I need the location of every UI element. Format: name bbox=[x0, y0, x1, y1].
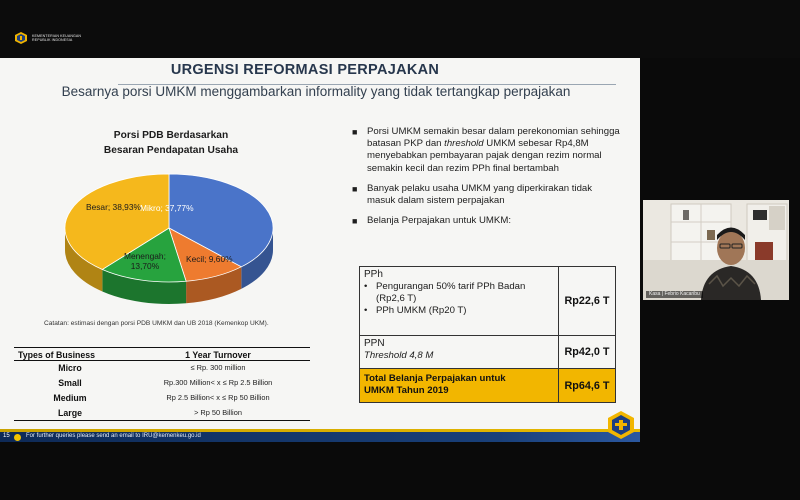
ministry-name: KEMENTERIAN KEUANGAN bbox=[32, 33, 82, 38]
ppn-threshold: Threshold 4,8 M bbox=[364, 350, 434, 361]
business-turnover: > Rp 50 Billion bbox=[194, 408, 242, 417]
chart-title-line2: Besaran Pendapatan Usaha bbox=[103, 145, 239, 156]
pie-label-kecil: Kecil; 9,60% bbox=[186, 254, 233, 264]
list-item bbox=[352, 183, 622, 207]
chart-title bbox=[76, 128, 266, 158]
presentation-slide bbox=[0, 58, 640, 442]
table-row bbox=[14, 361, 310, 376]
total-label-line1: Total Belanja Perpajakan untuk bbox=[364, 373, 506, 384]
slide-title: URGENSI REFORMASI PERPAJAKAN bbox=[170, 62, 440, 78]
pph-heading: PPh bbox=[364, 269, 383, 280]
bullet-list bbox=[352, 126, 622, 235]
bullet-text: Banyak pelaku usaha UMKM yang diperkirakan tidak masuk dalam sistem perpajakan bbox=[367, 182, 593, 207]
table-row bbox=[14, 406, 310, 421]
list-item bbox=[364, 281, 554, 305]
chart-title-line1: Porsi PDB Berdasarkan bbox=[113, 130, 229, 141]
bullet-text: Porsi UMKM semakin besar dalam perekonomian sehingga batasan PKP dan threshold UMKM sebesar Rp4,8M menyebabkan pembayaran pajak dengan rezim normal semakin kecil dan rezim PPh final bertambah bbox=[367, 126, 620, 174]
business-type: Medium bbox=[53, 393, 87, 403]
table-row-pph bbox=[360, 267, 616, 336]
table-row bbox=[14, 391, 310, 406]
ppn-heading: PPN bbox=[364, 338, 385, 349]
pph-item: PPh UMKM (Rp20 T) bbox=[376, 305, 467, 316]
business-type: Large bbox=[58, 408, 82, 418]
bullet-icon: ■ bbox=[352, 127, 358, 137]
list-item bbox=[352, 126, 622, 175]
bullet-text: Belanja Perpajakan untuk UMKM: bbox=[367, 215, 511, 227]
business-type: Small bbox=[58, 378, 82, 388]
ministry-emblem-icon bbox=[14, 31, 28, 45]
pie-label-menengah bbox=[124, 251, 166, 271]
participant-name-label: Kasa | Febrio Kacaribu bbox=[646, 291, 703, 298]
pie-label-menengah-value: 13,70% bbox=[130, 261, 160, 271]
bullet-icon: • bbox=[364, 305, 368, 316]
ppn-amount: Rp42,0 T bbox=[559, 336, 616, 369]
pph-amount: Rp22,6 T bbox=[559, 267, 616, 336]
participant-video-tile[interactable] bbox=[643, 200, 789, 300]
business-type: Micro bbox=[58, 363, 82, 373]
bullet-icon: ■ bbox=[352, 183, 358, 194]
pie-label-mikro: Mikro; 37,77% bbox=[140, 203, 194, 213]
pph-item: Pengurangan 50% tarif PPh Badan (Rp2,6 T) bbox=[376, 281, 526, 304]
gdp-share-pie-chart bbox=[54, 172, 284, 312]
business-turnover: Rp 2.5 Billion< x ≤ Rp 50 Billion bbox=[166, 393, 270, 402]
table-row bbox=[14, 376, 310, 391]
list-item bbox=[352, 215, 622, 227]
header-types-of-business: Types of Business bbox=[18, 350, 96, 360]
pph-cell bbox=[360, 267, 559, 336]
ministry-country: REPUBLIK INDONESIA bbox=[32, 38, 73, 42]
pie-label-besar: Besar; 38,93% bbox=[86, 202, 141, 212]
page-number: 15 bbox=[3, 433, 10, 439]
top-bar bbox=[0, 0, 800, 58]
business-type-table bbox=[14, 347, 310, 421]
total-cell bbox=[360, 369, 559, 403]
pie-label-menengah-name: Menengah; bbox=[124, 251, 166, 261]
bullet-icon: • bbox=[364, 281, 368, 292]
participant-video-feed bbox=[643, 200, 789, 300]
business-table-header bbox=[14, 347, 310, 361]
ministry-seal-icon bbox=[606, 410, 636, 440]
tax-expenditure-table bbox=[359, 266, 616, 403]
total-amount: Rp64,6 T bbox=[559, 369, 616, 403]
bullet-icon: ■ bbox=[352, 216, 358, 227]
header-turnover: 1 Year Turnover bbox=[185, 350, 251, 360]
total-label-line2: UMKM Tahun 2019 bbox=[364, 385, 449, 396]
list-item bbox=[364, 305, 554, 317]
table-row-total bbox=[360, 369, 616, 403]
chart-note: Catatan: estimasi dengan porsi PDB UMKM dan UB 2018 (Kemenkop UKM). bbox=[44, 320, 269, 327]
footer-dot-icon bbox=[14, 434, 21, 441]
footer-contact: For further queries please send an email to IRU@kemenkeu.go.id bbox=[26, 433, 201, 439]
table-row-ppn bbox=[360, 336, 616, 369]
threshold-term: threshold bbox=[444, 138, 484, 150]
slide-subtitle: Besarnya porsi UMKM menggambarkan informality yang tidak tertangkap perpajakan bbox=[61, 84, 571, 99]
ministry-logo bbox=[14, 31, 81, 45]
business-turnover: Rp.300 Million< x ≤ Rp 2.5 Billion bbox=[163, 378, 273, 387]
ppn-cell bbox=[360, 336, 559, 369]
business-turnover: ≤ Rp. 300 million bbox=[190, 363, 246, 372]
